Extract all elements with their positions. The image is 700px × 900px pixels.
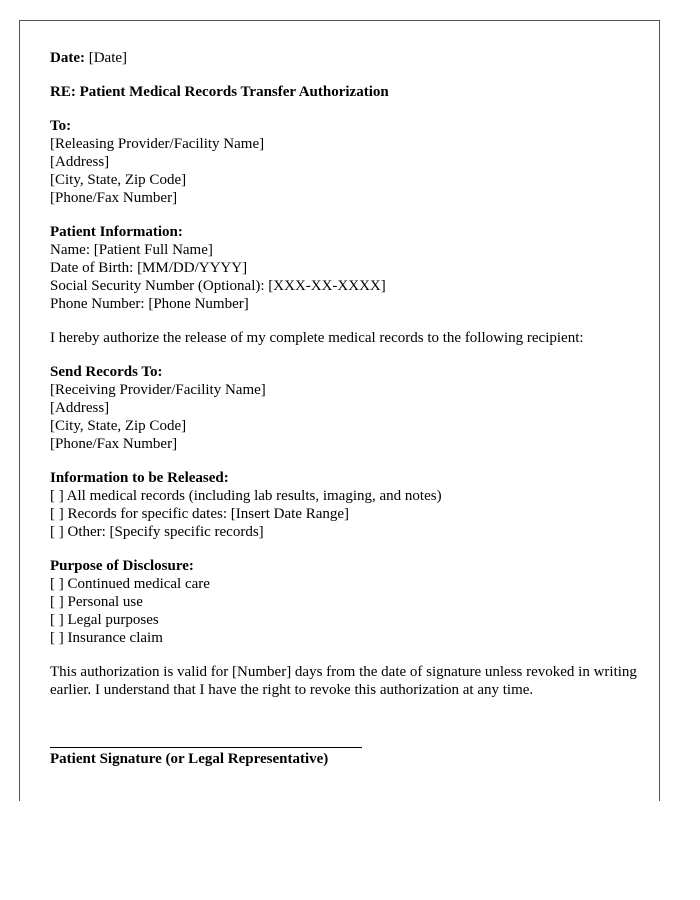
information-released-option: [ ] Records for specific dates: [Insert Date Range] <box>50 506 350 522</box>
send-records-section <box>50 363 640 453</box>
validity-statement: This authorization is valid for [Number] days from the date of signature unless revoked in writing earlier. I understand that I have the right to revoke this authorization at any time. <box>50 664 637 698</box>
purpose-option: [ ] Legal purposes <box>50 612 159 628</box>
information-released-option: [ ] All medical records (including lab results, imaging, and notes) <box>50 488 442 504</box>
authorization-statement: I hereby authorize the release of my complete medical records to the following recipient: <box>50 330 584 346</box>
purpose-heading: Purpose of Disclosure: <box>50 558 194 574</box>
to-line: [Address] <box>50 154 110 170</box>
patient-info-line: Name: [Patient Full Name] <box>50 242 213 258</box>
information-released-option: [ ] Other: [Specify specific records] <box>50 524 264 540</box>
purpose-option: [ ] Continued medical care <box>50 576 210 592</box>
purpose-section <box>50 557 640 647</box>
to-line: [Releasing Provider/Facility Name] <box>50 136 265 152</box>
date-label: Date: <box>50 50 85 66</box>
to-heading: To: <box>50 118 72 134</box>
signature-line <box>50 747 362 748</box>
signature-label: Patient Signature (or Legal Representative) <box>50 751 329 767</box>
patient-info-line: Social Security Number (Optional): [XXX-XX-XXXX] <box>50 278 386 294</box>
patient-info-heading: Patient Information: <box>50 224 183 240</box>
letter-page <box>19 20 660 801</box>
send-records-line: [Phone/Fax Number] <box>50 436 178 452</box>
information-released-heading: Information to be Released: <box>50 470 229 486</box>
send-records-line: [Receiving Provider/Facility Name] <box>50 382 266 398</box>
patient-info-line: Phone Number: [Phone Number] <box>50 296 249 312</box>
purpose-option: [ ] Insurance claim <box>50 630 163 646</box>
send-records-line: [City, State, Zip Code] <box>50 418 187 434</box>
letter-content <box>50 49 640 768</box>
patient-info-section <box>50 223 640 313</box>
send-records-line: [Address] <box>50 400 110 416</box>
to-line: [Phone/Fax Number] <box>50 190 178 206</box>
information-released-section <box>50 469 640 541</box>
subject-line: RE: Patient Medical Records Transfer Authorization <box>50 84 389 100</box>
purpose-option: [ ] Personal use <box>50 594 143 610</box>
date-line <box>50 49 640 67</box>
patient-info-line: Date of Birth: [MM/DD/YYYY] <box>50 260 248 276</box>
date-value: [Date] <box>88 50 128 66</box>
to-line: [City, State, Zip Code] <box>50 172 187 188</box>
to-section <box>50 117 640 207</box>
send-records-heading: Send Records To: <box>50 364 163 380</box>
